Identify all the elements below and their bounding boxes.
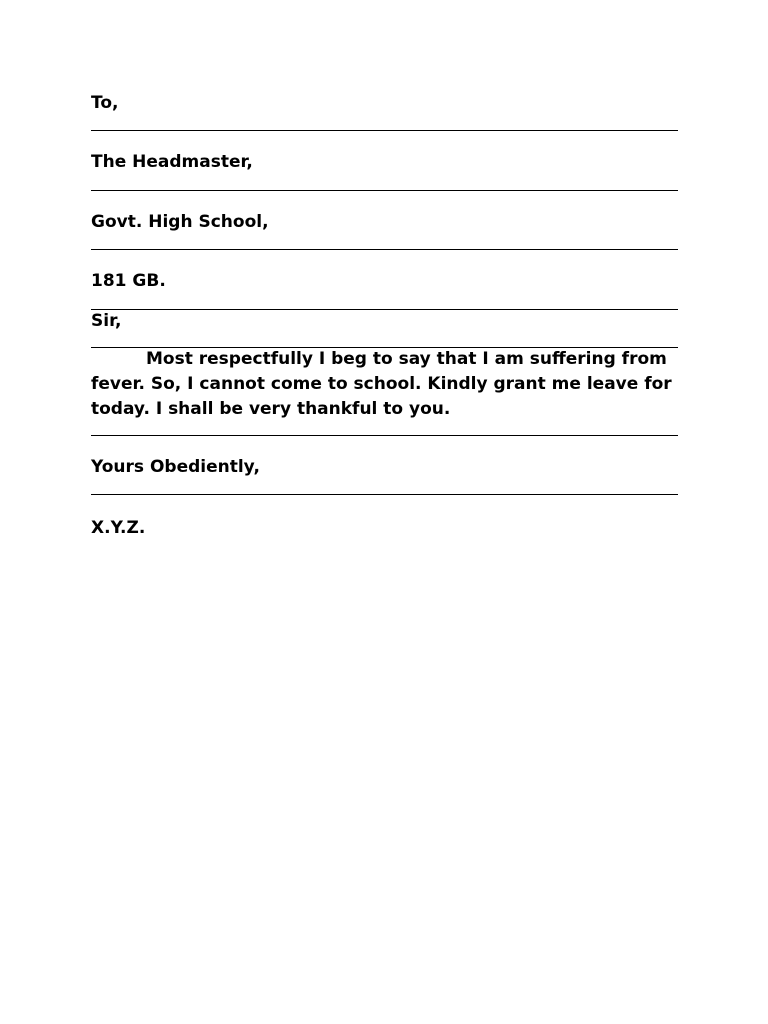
letter-body: Most respectfully I beg to say that I am suffering from fever. So, I cannot come to school. Kindly grant me leave for today. I shall be very thankful to you.	[91, 349, 672, 419]
recipient-title: The Headmaster,	[91, 152, 253, 172]
school-name: Govt. High School,	[91, 212, 269, 232]
closing: Yours Obediently,	[91, 457, 260, 477]
divider-line	[91, 309, 678, 310]
greeting: Sir,	[91, 311, 122, 331]
divider-line	[91, 249, 678, 250]
divider-line	[91, 190, 678, 191]
salutation-to: To,	[91, 93, 119, 113]
school-address: 181 GB.	[91, 271, 166, 291]
divider-line	[91, 494, 678, 495]
divider-line	[91, 130, 678, 131]
divider-line	[91, 435, 678, 436]
signature: X.Y.Z.	[91, 518, 146, 538]
